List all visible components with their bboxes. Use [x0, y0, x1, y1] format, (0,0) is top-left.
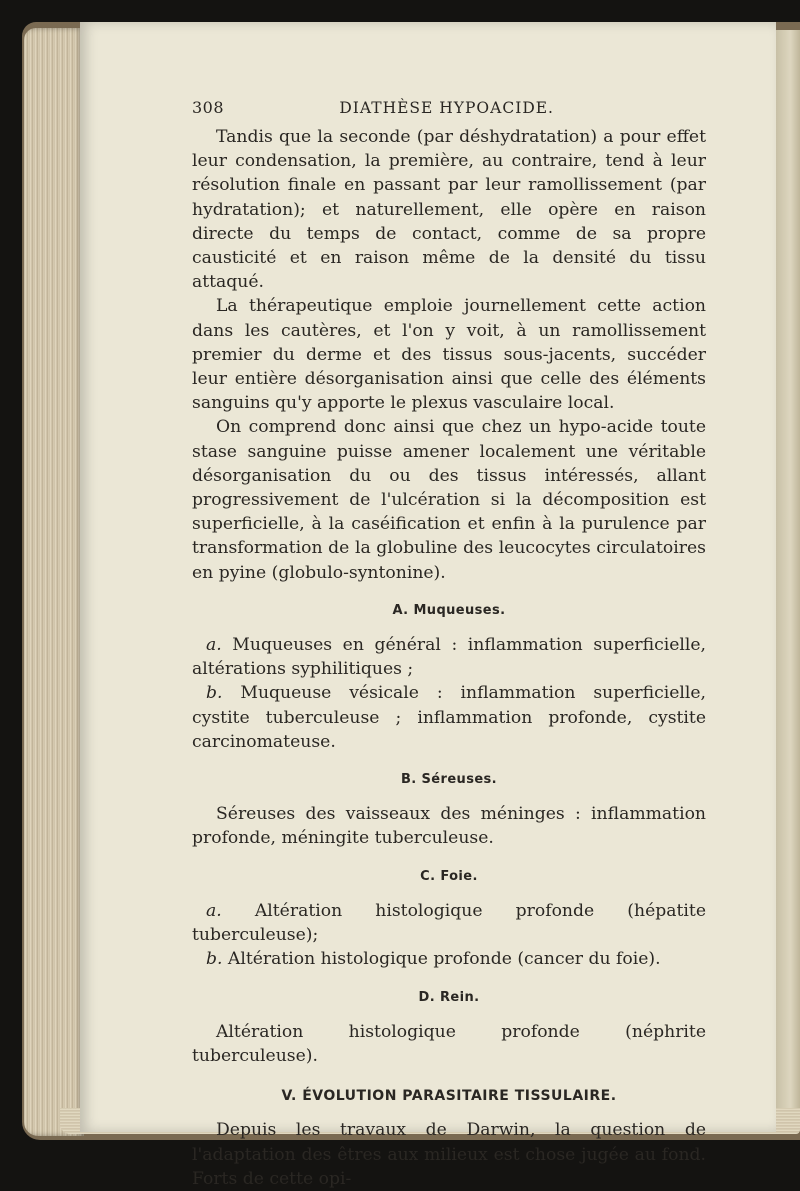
heading-evolution-parasitaire: V. ÉVOLUTION PARASITAIRE TISSULAIRE. — [281, 1088, 617, 1105]
heading-sereuses: B. Séreuses. — [400, 772, 498, 788]
list-item — [192, 947, 706, 971]
page-edges-left — [24, 28, 84, 1136]
list-item — [192, 899, 706, 947]
sereuses-text: Séreuses des vaisseaux des méninges : inflammation profonde, méningite tuberculeuse. — [192, 804, 706, 849]
facing-page-edge — [776, 30, 800, 1130]
paragraph-2: La thérapeutique emploie journellement cette action dans les cautères, et l'on y voit, à un ramollissement premier du derme et des tissus sous-jacents, succéder leur entière désorganisation ainsi que celle des éléments sanguins qu'y apporte le plexus vasculaire local. — [192, 296, 706, 414]
item-label: b. — [206, 949, 223, 970]
paragraph-1: Tandis que la seconde (par déshydratation) a pour effet leur condensation, la première, au contraire, tend à leur résolution finale en passant par leur ramollissement (par hydratation); et naturellement, elle opère en raison directe du temps de contact, comme de sa propre causticité et en raison même de la densité du tissu attaqué. — [192, 127, 706, 293]
page-header — [192, 96, 706, 122]
running-title: DIATHÈSE HYPOACIDE. — [339, 99, 554, 117]
heading-rein: D. Rein. — [418, 989, 480, 1005]
item-label: a. — [206, 635, 222, 656]
page-text-block — [192, 96, 706, 1191]
heading-foie: C. Foie. — [420, 868, 478, 884]
item-label: b. — [206, 683, 223, 704]
page-number: 308 — [192, 98, 225, 117]
item-text: Muqueuse vésicale : inflammation superficielle, cystite tuberculeuse ; inflammation profonde, cystite carcinomateuse. — [192, 683, 706, 752]
item-text: Muqueuses en général : inflammation superficielle, altérations syphilitiques ; — [192, 635, 706, 680]
heading-muqueuses: A. Muqueuses. — [392, 602, 506, 618]
rein-text: Altération histologique profonde (néphrite tuberculeuse). — [192, 1021, 706, 1066]
list-item — [192, 681, 706, 754]
evolution-text: Depuis les travaux de Darwin, la question de l'adaptation des êtres aux milieux est chose jugée au fond. Forts de cette opi- — [192, 1120, 706, 1189]
paragraph-3: On comprend donc ainsi que chez un hypo-acide toute stase sanguine puisse amener localement une véritable désorganisation du ou des tissus intéressés, allant progressivement de l'ulcération si la décomposition est superficielle, à la caséification et enfin à la purulence par transformation de la globuline des leucocytes circulatoires en pyine (globulo-syntonine). — [192, 417, 706, 583]
item-text: Altération histologique profonde (hépatite tuberculeuse); — [192, 900, 706, 946]
list-item — [192, 633, 706, 681]
item-label: a. — [206, 900, 222, 921]
item-text: Altération histologique profonde (cancer du foie). — [222, 949, 661, 970]
